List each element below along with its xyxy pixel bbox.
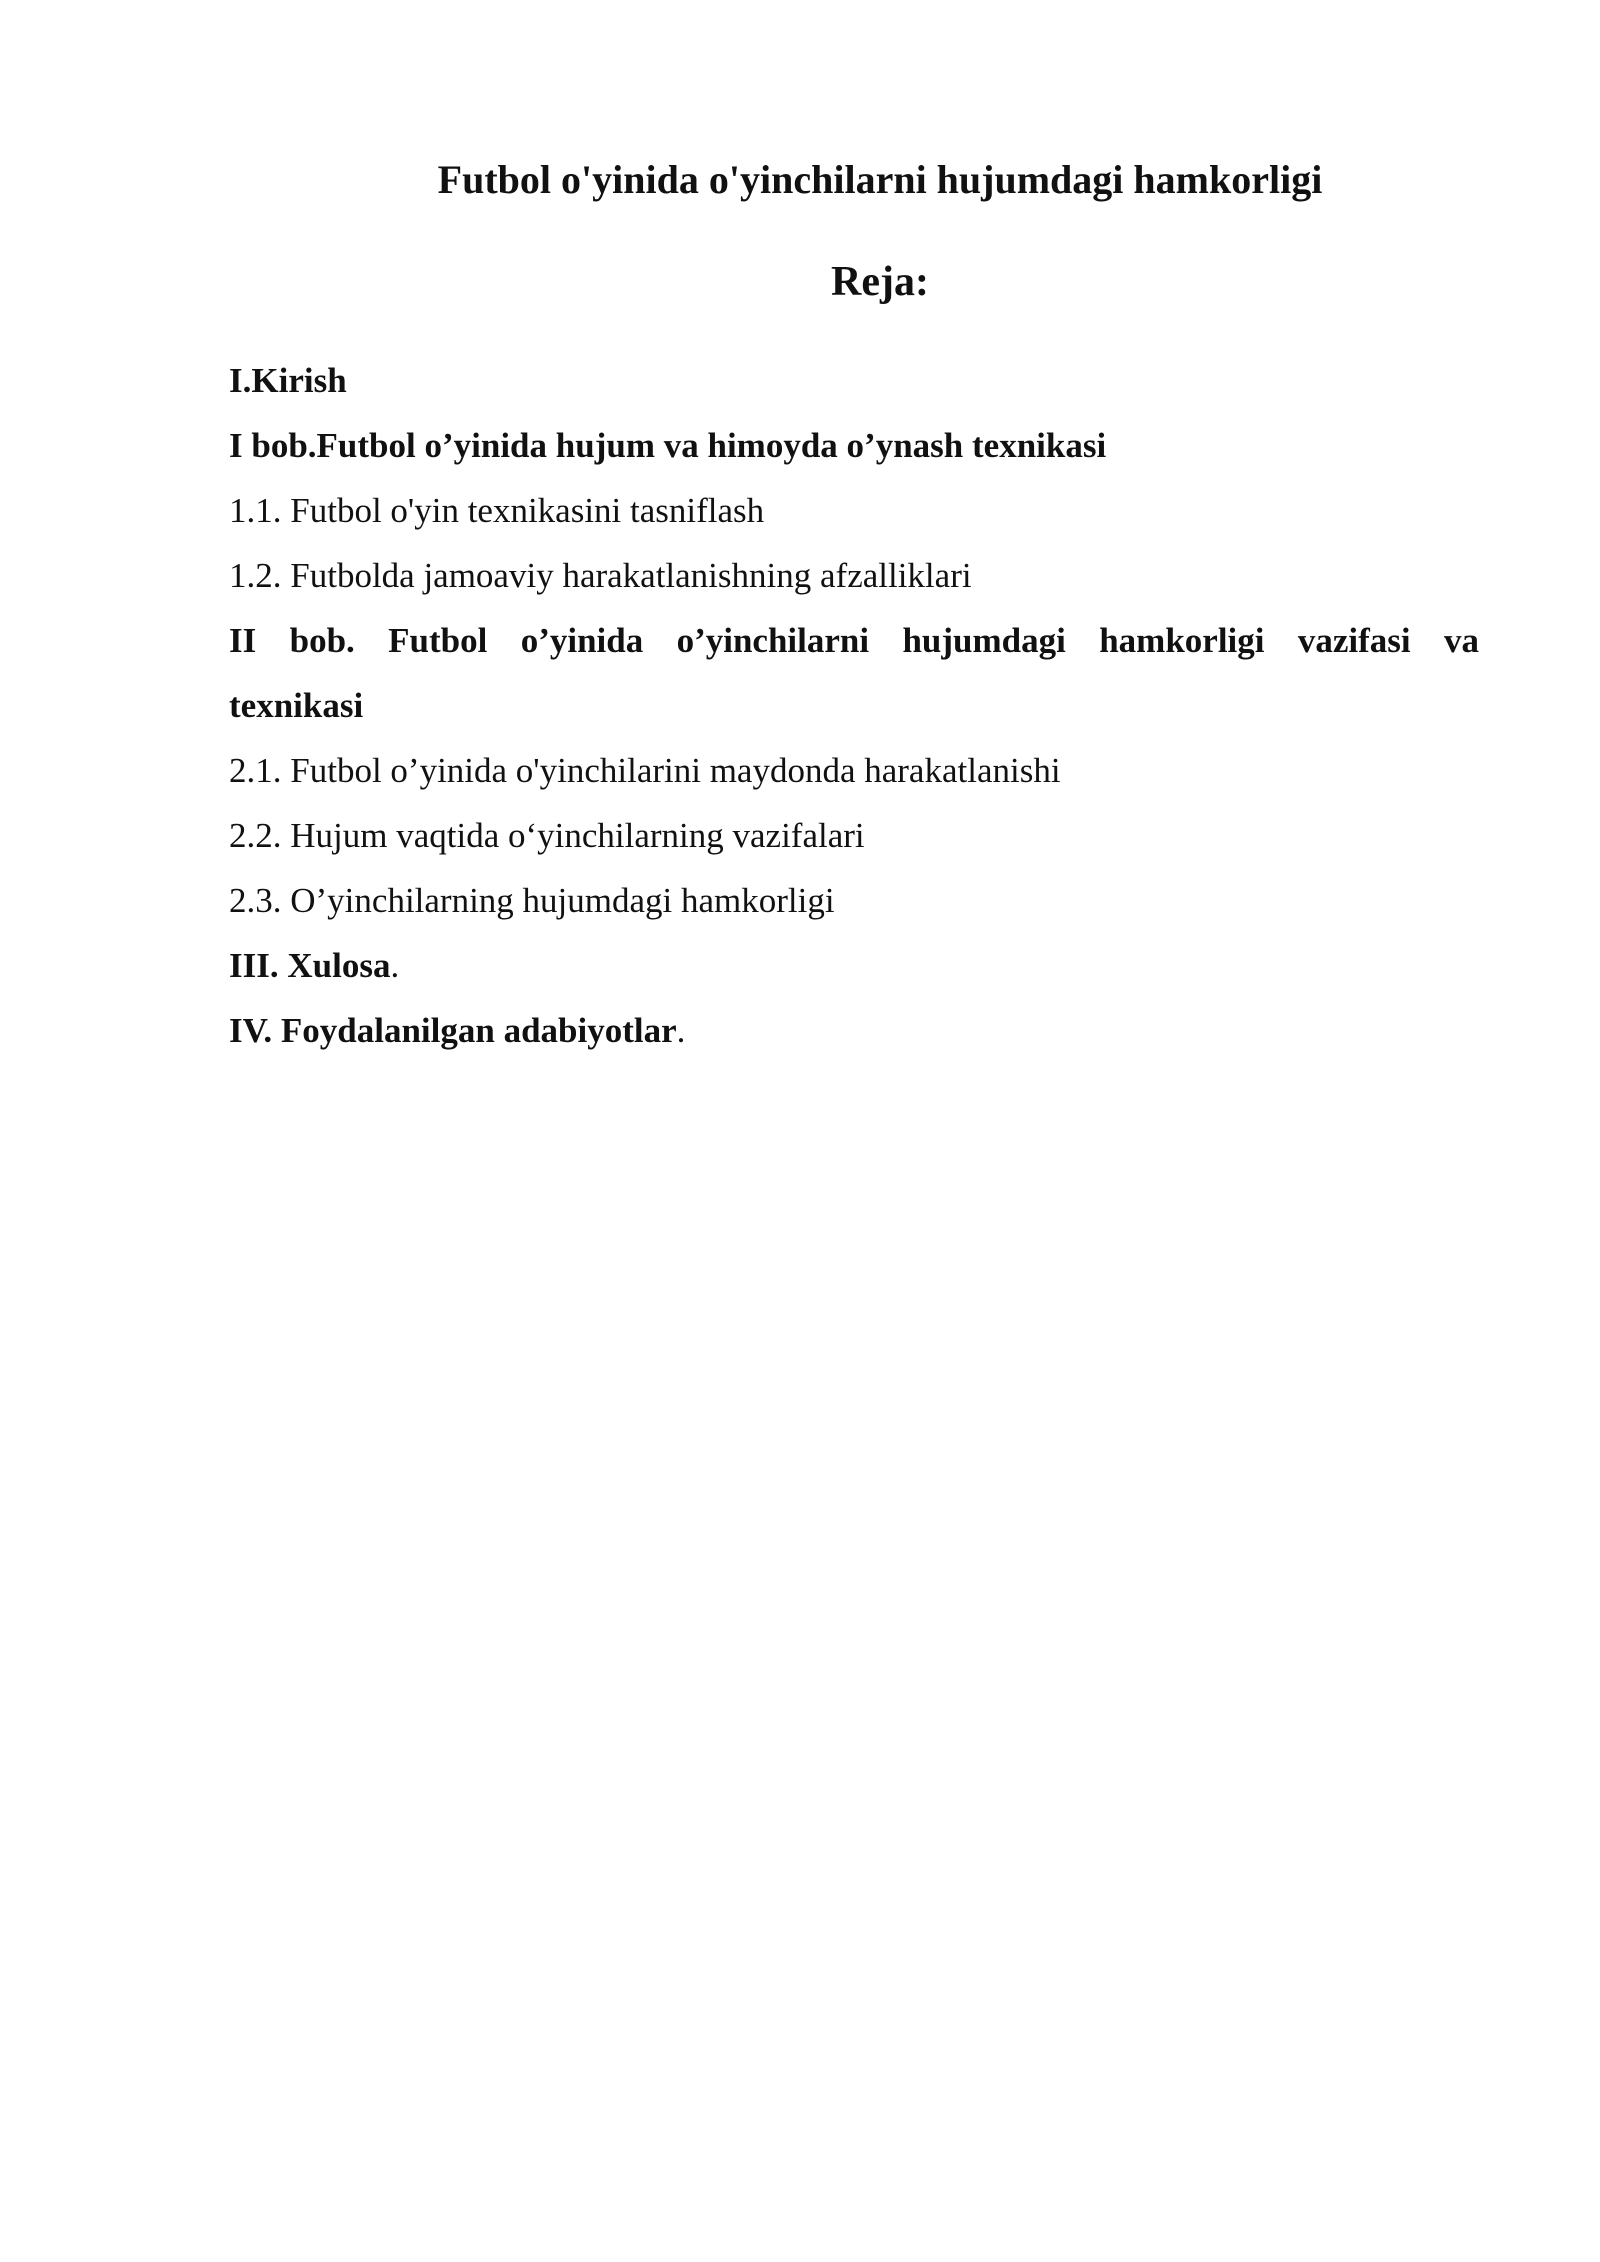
toc-item-2-2: 2.2. Hujum vaqtida o‘yinchilarning vazifalari (229, 816, 865, 855)
toc-references-period: . (676, 1011, 686, 1050)
toc-introduction: I.Kirish (229, 361, 347, 400)
plan-heading: Reja: (831, 259, 929, 305)
toc-item-2-3: 2.3. O’yinchilarning hujumdagi hamkorligi (229, 881, 835, 920)
document-title: Futbol o'yinida o'yinchilarni hujumdagi hamkorligi (437, 157, 1323, 202)
toc-conclusion-label: III. Xulosa (229, 946, 391, 985)
toc-chapter-2-line-1: II bob. Futbol o’yinida o’yinchilarni hujumdagi hamkorligi vazifasi va (229, 621, 1479, 660)
toc-chapter-2 (229, 608, 1479, 738)
table-of-contents (229, 348, 1479, 1063)
toc-item-1-2: 1.2. Futbolda jamoaviy harakatlanishning afzalliklari (229, 556, 972, 595)
toc-references-label: IV. Foydalanilgan adabiyotlar (229, 1011, 677, 1050)
toc-chapter-2-line-2: texnikasi (229, 686, 364, 725)
toc-item-2-1: 2.1. Futbol o’yinida o'yinchilarini maydonda harakatlanishi (229, 751, 1061, 790)
toc-conclusion (229, 933, 1479, 998)
toc-item-1-1: 1.1. Futbol o'yin texnikasini tasniflash (229, 491, 765, 530)
toc-conclusion-period: . (390, 946, 400, 985)
toc-chapter-1: I bob.Futbol o’yinida hujum va himoyda o’ynash texnikasi (229, 426, 1107, 465)
toc-references (229, 998, 1479, 1063)
